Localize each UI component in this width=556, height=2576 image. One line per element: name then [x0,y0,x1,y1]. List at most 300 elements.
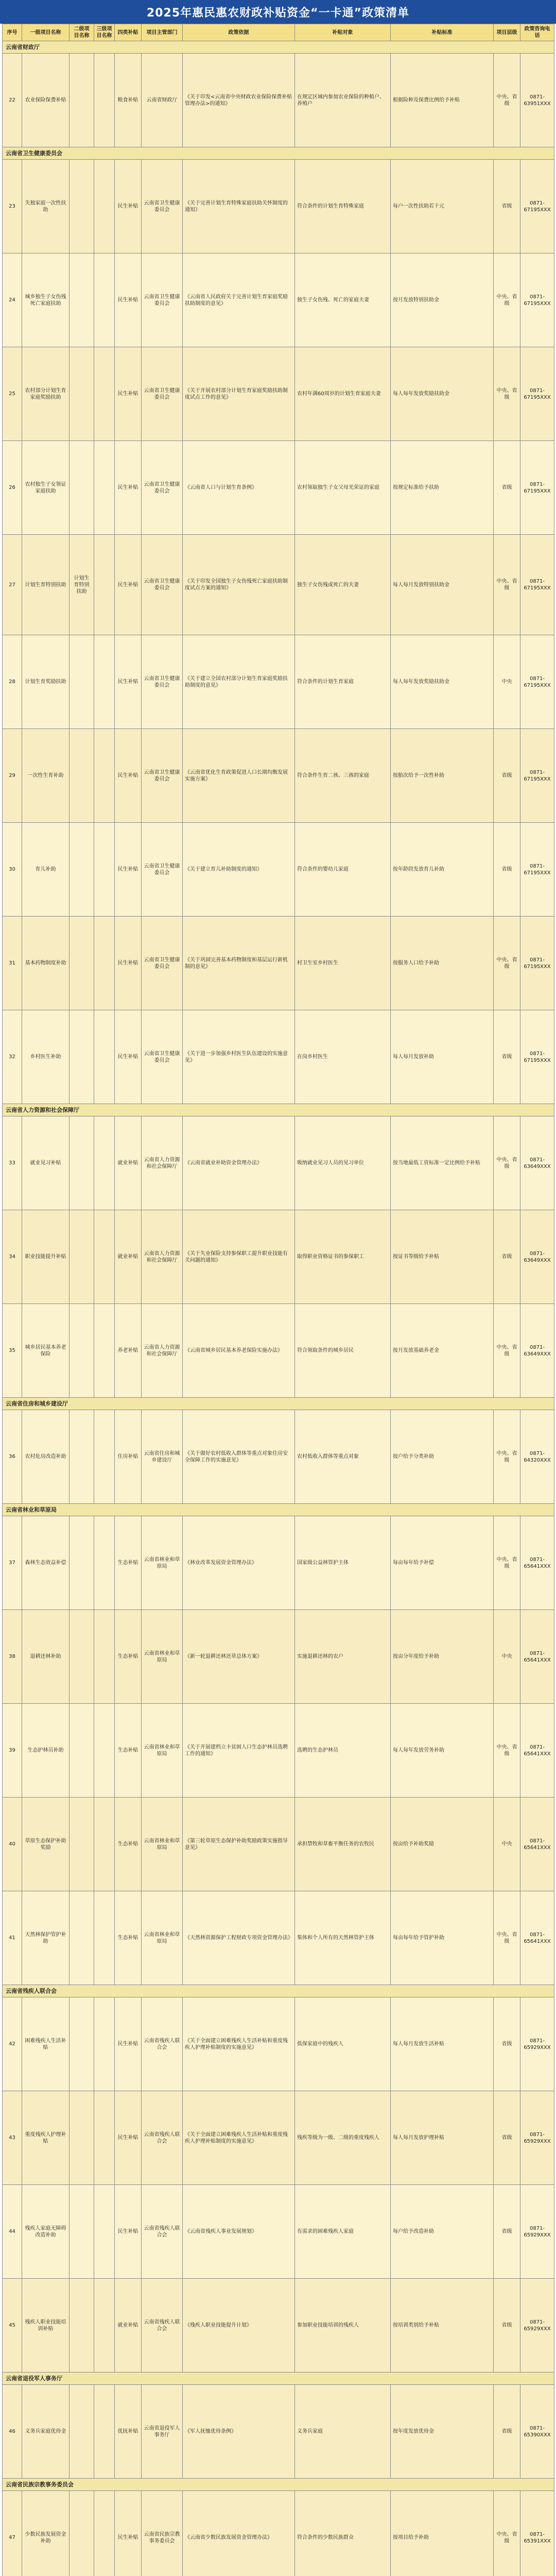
cell-first: 一次性生育补助 [22,729,70,823]
cell-level: 中央、省级 [494,2491,520,2576]
cell-level: 中央、省级 [494,535,520,635]
cell-category: 民生补贴 [115,347,142,441]
cell-basis: 《云南省城乡居民基本养老保险实施办法》 [183,1304,295,1398]
section-name: 云南省卫生健康委员会 [3,147,554,160]
cell-third [94,1116,115,1210]
cell-second [70,635,94,729]
cell-phone: 0871-65929XXX [520,2279,554,2372]
cell-standard: 按培训类别给予补贴 [391,2279,494,2372]
cell-dept: 云南省人力资源和社会保障厅 [142,1116,183,1210]
table-row [3,1798,554,1891]
header-no: 序号 [3,24,22,41]
cell-category: 住房补贴 [115,1410,142,1504]
table-row [3,2491,554,2576]
cell-basis: 《关于印发全国独生子女伤残死亡家庭扶助制度试点方案的通知》 [183,535,295,635]
cell-phone: 0871-67195XXX [520,441,554,535]
cell-standard: 每人每年发放奖励扶助金 [391,635,494,729]
cell-basis: 《残疾人职业技能提升计划》 [183,2279,295,2372]
cell-standard: 每亩每年给予管护补助 [391,1891,494,1985]
cell-subject: 村卫生室乡村医生 [295,917,391,1010]
cell-level: 中央、省级 [494,1704,520,1798]
table-row [3,1304,554,1398]
cell-second [70,1116,94,1210]
cell-subject: 独生子女伤残、死亡的家庭夫妻 [295,253,391,347]
table-row [3,1010,554,1104]
cell-phone: 0871-65641XXX [520,1516,554,1610]
cell-phone: 0871-67195XXX [520,635,554,729]
cell-category: 就业补贴 [115,1210,142,1304]
cell-standard: 按规定标准给予扶助 [391,441,494,535]
cell-standard: 按胎次给予一次性补助 [391,729,494,823]
cell-basis: 《关于全面建立困难残疾人生活补贴和重度残疾人护理补贴制度的实施意见》 [183,2091,295,2185]
cell-level: 中央、省级 [494,1304,520,1398]
cell-level: 省级 [494,2385,520,2479]
cell-level: 省级 [494,2185,520,2279]
cell-second [70,2491,94,2576]
section-name: 云南省林业和草原局 [3,1504,554,1516]
cell-standard: 每人每年发放奖励扶助金 [391,347,494,441]
table-row [3,1610,554,1704]
cell-second [70,54,94,147]
section-row [3,41,554,54]
cell-standard: 每户一次性扶助若干元 [391,160,494,253]
cell-standard: 按月发放特别扶助金 [391,253,494,347]
section-row [3,1398,554,1410]
cell-dept: 云南省卫生健康委员会 [142,160,183,253]
cell-dept: 云南省卫生健康委员会 [142,729,183,823]
cell-category: 就业补贴 [115,1116,142,1210]
cell-level: 中央、省级 [494,1516,520,1610]
cell-phone: 0871-65929XXX [520,2185,554,2279]
cell-standard: 按当地最低工资标准一定比例给予补贴 [391,1116,494,1210]
cell-subject: 符合条件生育二孩、三孩的家庭 [295,729,391,823]
section-name: 云南省民族宗教事务委员会 [3,2479,554,2491]
cell-level: 省级 [494,1210,520,1304]
cell-second [70,441,94,535]
cell-dept: 云南省人力资源和社会保障厅 [142,1304,183,1398]
cell-standard: 按年龄段发放育儿补助 [391,823,494,917]
cell-no: 47 [3,2491,22,2576]
cell-phone: 0871-67195XXX [520,729,554,823]
cell-third [94,2491,115,2576]
cell-no: 26 [3,441,22,535]
cell-level: 中央 [494,1610,520,1704]
cell-subject: 选聘的生态护林员 [295,1704,391,1798]
table-row [3,1116,554,1210]
cell-category: 就业补贴 [115,2279,142,2372]
cell-dept: 云南省人力资源和社会保障厅 [142,1210,183,1304]
cell-third [94,1798,115,1891]
cell-basis: 《云南省人口与计划生育条例》 [183,441,295,535]
cell-phone: 0871-65641XXX [520,1704,554,1798]
cell-standard: 根据险种及保费比例给予补贴 [391,54,494,147]
cell-standard: 按项目给予补助 [391,2491,494,2576]
table-row [3,1410,554,1504]
cell-third [94,1210,115,1304]
section-row [3,2372,554,2385]
cell-dept: 云南省财政厅 [142,54,183,147]
cell-no: 46 [3,2385,22,2479]
cell-standard: 按证书等级给予补贴 [391,1210,494,1304]
header-first: 一级项目名称 [22,24,70,41]
cell-subject: 农村年满60周岁的计划生育家庭夫妻 [295,347,391,441]
cell-standard: 每人每月发放补助 [391,1010,494,1104]
table-row [3,54,554,147]
cell-no: 22 [3,54,22,147]
cell-category: 优抚补贴 [115,2385,142,2479]
cell-dept: 云南省林业和草原局 [142,1891,183,1985]
cell-subject: 义务兵家庭 [295,2385,391,2479]
policy-table [2,24,554,2576]
cell-basis: 《天然林资源保护工程财政专项资金管理办法》 [183,1891,295,1985]
cell-basis: 《新一轮退耕还林还草总体方案》 [183,1610,295,1704]
cell-phone: 0871-67195XXX [520,253,554,347]
cell-basis: 《关于开展农村部分计划生育家庭奖励扶助制度试点工作的意见》 [183,347,295,441]
cell-no: 24 [3,253,22,347]
cell-third [94,1704,115,1798]
cell-phone: 0871-67195XXX [520,917,554,1010]
cell-phone: 0871-65641XXX [520,1798,554,1891]
cell-level: 中央、省级 [494,1410,520,1504]
cell-level: 省级 [494,2279,520,2372]
cell-third [94,535,115,635]
cell-subject: 参加职业技能培训的残疾人 [295,2279,391,2372]
cell-category: 民生补贴 [115,635,142,729]
table-row [3,160,554,253]
cell-no: 29 [3,729,22,823]
cell-first: 计划生育奖励扶助 [22,635,70,729]
cell-second: 计划生育特别扶助 [70,535,94,635]
header-dept: 项目主管部门 [142,24,183,41]
cell-basis: 《云南省人民政府关于完善计划生育家庭奖励扶助制度的意见》 [183,253,295,347]
cell-first: 育儿补助 [22,823,70,917]
cell-subject: 符合条件的计划生育特殊家庭 [295,160,391,253]
cell-first: 退耕还林补助 [22,1610,70,1704]
table-row [3,441,554,535]
cell-subject: 有需求的困难残疾人家庭 [295,2185,391,2279]
cell-subject: 国家级公益林管护主体 [295,1516,391,1610]
cell-third [94,1010,115,1104]
cell-first: 森林生态效益补偿 [22,1516,70,1610]
cell-phone: 0871-65391XXX [520,2491,554,2576]
cell-first: 职业技能提升补贴 [22,1210,70,1304]
cell-no: 30 [3,823,22,917]
cell-second [70,1704,94,1798]
cell-subject: 农村领取独生子女父母光荣证的家庭 [295,441,391,535]
cell-basis: 《关于完善计划生育特殊家庭扶助关怀制度的通知》 [183,160,295,253]
cell-no: 38 [3,1610,22,1704]
cell-third [94,441,115,535]
cell-third [94,347,115,441]
table-row [3,635,554,729]
cell-level: 省级 [494,823,520,917]
section-name: 云南省残疾人联合会 [3,1985,554,1997]
cell-phone: 0871-67195XXX [520,823,554,917]
cell-second [70,1610,94,1704]
cell-no: 41 [3,1891,22,1985]
cell-level: 省级 [494,729,520,823]
cell-subject: 符合条件的婴幼儿家庭 [295,823,391,917]
cell-third [94,54,115,147]
cell-first: 就业见习补贴 [22,1116,70,1210]
cell-standard: 按户给予分类补助 [391,1410,494,1504]
cell-dept: 云南省卫生健康委员会 [142,441,183,535]
section-row [3,1104,554,1116]
cell-category: 生态补贴 [115,1891,142,1985]
cell-basis: 《关于印发<云南省中央财政农业保险保费补贴管理办法>的通知》 [183,54,295,147]
header-basis: 政策依据 [183,24,295,41]
cell-third [94,1304,115,1398]
header-third: 三级项目名称 [94,24,115,41]
cell-no: 32 [3,1010,22,1104]
cell-basis: 《关于开展建档立卡贫困人口生态护林员选聘工作的通知》 [183,1704,295,1798]
table-row [3,729,554,823]
cell-first: 失独家庭一次性扶助 [22,160,70,253]
cell-phone: 0871-65929XXX [520,1997,554,2091]
cell-first: 残疾人职业技能培训补贴 [22,2279,70,2372]
cell-no: 45 [3,2279,22,2372]
cell-subject: 符合条件的计划生育家庭 [295,635,391,729]
cell-category: 养老补贴 [115,1304,142,1398]
cell-no: 31 [3,917,22,1010]
cell-category: 生态补贴 [115,1516,142,1610]
cell-dept: 云南省卫生健康委员会 [142,635,183,729]
cell-second [70,2279,94,2372]
table-row [3,1997,554,2091]
cell-category: 民生补贴 [115,729,142,823]
cell-subject: 集体和个人所有的天然林管护主体 [295,1891,391,1985]
cell-second [70,160,94,253]
cell-third [94,1891,115,1985]
cell-category: 生态补贴 [115,1704,142,1798]
cell-basis: 《关于建立育儿补助制度的通知》 [183,823,295,917]
cell-level: 中央、省级 [494,1891,520,1985]
cell-first: 重度残疾人护理补贴 [22,2091,70,2185]
cell-subject: 符合领取条件的城乡居民 [295,1304,391,1398]
cell-subject: 低保家庭中的残疾人 [295,1997,391,2091]
cell-basis: 《关于建立全国农村部分计划生育家庭奖励扶助制度的意见》 [183,635,295,729]
cell-second [70,253,94,347]
table-body [3,41,554,2576]
cell-category: 民生补贴 [115,2491,142,2576]
header-level: 项目层级 [494,24,520,41]
section-row [3,1504,554,1516]
cell-third [94,729,115,823]
cell-no: 35 [3,1304,22,1398]
cell-second [70,1304,94,1398]
cell-basis: 《云南省优化生育政策促进人口长期均衡发展实施方案》 [183,729,295,823]
cell-basis: 《关于进一步加强乡村医生队伍建设的实施意见》 [183,1010,295,1104]
cell-no: 37 [3,1516,22,1610]
cell-no: 34 [3,1210,22,1304]
cell-third [94,917,115,1010]
cell-basis: 《云南省残疾人事业发展规划》 [183,2185,295,2279]
cell-phone: 0871-65641XXX [520,1891,554,1985]
table-row [3,347,554,441]
table-header [3,24,554,41]
cell-category: 民生补贴 [115,160,142,253]
cell-first: 困难残疾人生活补贴 [22,1997,70,2091]
table-row [3,2385,554,2479]
cell-third [94,2185,115,2279]
cell-dept: 云南省民族宗教事务委员会 [142,2491,183,2576]
cell-category: 生态补贴 [115,1798,142,1891]
header-subject: 补贴对象 [295,24,391,41]
cell-second [70,1410,94,1504]
cell-basis: 《云南省少数民族发展资金管理办法》 [183,2491,295,2576]
cell-category: 民生补贴 [115,2185,142,2279]
cell-no: 36 [3,1410,22,1504]
table-row [3,1210,554,1304]
cell-no: 28 [3,635,22,729]
cell-subject: 承担禁牧和草畜平衡任务的农牧民 [295,1798,391,1891]
cell-level: 中央、省级 [494,1116,520,1210]
cell-phone: 0871-67195XXX [520,160,554,253]
cell-first: 基本药物制度补助 [22,917,70,1010]
cell-basis: 《第三轮草原生态保护补助奖励政策实施指导意见》 [183,1798,295,1891]
cell-dept: 云南省林业和草原局 [142,1516,183,1610]
table-row [3,1516,554,1610]
cell-no: 40 [3,1798,22,1891]
table-row [3,1704,554,1798]
cell-subject: 在岗乡村医生 [295,1010,391,1104]
cell-subject: 农村低收入群体等重点对象 [295,1410,391,1504]
cell-no: 23 [3,160,22,253]
cell-dept: 云南省卫生健康委员会 [142,1010,183,1104]
table-row [3,2279,554,2372]
cell-phone: 0871-65390XXX [520,2385,554,2479]
cell-category: 民生补贴 [115,917,142,1010]
cell-standard: 每亩每年给予补偿 [391,1516,494,1610]
cell-standard: 每人每月发放护理补贴 [391,2091,494,2185]
cell-no: 25 [3,347,22,441]
cell-phone: 0871-63649XXX [520,1304,554,1398]
cell-basis: 《关于巩固完善基本药物制度和基层运行新机制的意见》 [183,917,295,1010]
cell-standard: 按月发放基础养老金 [391,1304,494,1398]
cell-category: 生态补贴 [115,1610,142,1704]
cell-level: 省级 [494,441,520,535]
cell-second [70,347,94,441]
cell-level: 省级 [494,1997,520,2091]
cell-first: 生态护林员补助 [22,1704,70,1798]
section-row [3,1985,554,1997]
cell-third [94,1516,115,1610]
cell-phone: 0871-63951XXX [520,54,554,147]
header-standard: 补贴标准 [391,24,494,41]
cell-dept: 云南省卫生健康委员会 [142,253,183,347]
cell-dept: 云南省卫生健康委员会 [142,917,183,1010]
cell-standard: 按亩给予补助奖励 [391,1798,494,1891]
cell-subject: 独生子女伤残或死亡的夫妻 [295,535,391,635]
cell-level: 中央、省级 [494,917,520,1010]
cell-standard: 按服务人口给予补助 [391,917,494,1010]
cell-dept: 云南省林业和草原局 [142,1704,183,1798]
cell-second [70,1891,94,1985]
cell-category: 民生补贴 [115,535,142,635]
table-row [3,823,554,917]
cell-level: 中央、省级 [494,347,520,441]
cell-phone: 0871-63649XXX [520,1210,554,1304]
cell-category: 民生补贴 [115,1010,142,1104]
cell-subject: 吸纳就业见习人员的见习单位 [295,1116,391,1210]
cell-phone: 0871-64320XXX [520,1410,554,1504]
cell-dept: 云南省住房和城乡建设厅 [142,1410,183,1504]
cell-third [94,1997,115,2091]
cell-subject: 在规定区域内参加农业保险的种植户、养殖户 [295,54,391,147]
cell-first: 农村部分计划生育家庭奖励扶助 [22,347,70,441]
cell-basis: 《云南省就业补助资金管理办法》 [183,1116,295,1210]
cell-phone: 0871-63649XXX [520,1116,554,1210]
cell-level: 省级 [494,1010,520,1104]
cell-no: 42 [3,1997,22,2091]
page-title: 2025年惠民惠农财政补贴资金“一卡通”政策清单 [0,0,556,24]
cell-third [94,2279,115,2372]
cell-third [94,635,115,729]
cell-category: 民生补贴 [115,441,142,535]
cell-first: 城乡独生子女伤残死亡家庭扶助 [22,253,70,347]
cell-second [70,823,94,917]
cell-second [70,917,94,1010]
cell-subject: 符合条件的少数民族群众 [295,2491,391,2576]
cell-dept: 云南省残疾人联合会 [142,2091,183,2185]
cell-basis: 《关于做好农村低收入群体等重点对象住房安全保障工作的实施意见》 [183,1410,295,1504]
section-name: 云南省财政厅 [3,41,554,54]
cell-standard: 每人每月发放生活补贴 [391,1997,494,2091]
cell-first: 农业保险保费补贴 [22,54,70,147]
cell-second [70,2091,94,2185]
cell-level: 省级 [494,2091,520,2185]
cell-level: 中央 [494,1798,520,1891]
cell-dept: 云南省林业和草原局 [142,1798,183,1891]
cell-second [70,729,94,823]
cell-third [94,1610,115,1704]
cell-basis: 《林业改革发展资金管理办法》 [183,1516,295,1610]
header-phone: 政策咨询电话 [520,24,554,41]
header-second: 二级项目名称 [70,24,94,41]
header-category: 四类补贴 [115,24,142,41]
cell-first: 义务兵家庭优待金 [22,2385,70,2479]
cell-second [70,1010,94,1104]
cell-third [94,823,115,917]
cell-third [94,160,115,253]
cell-level: 中央、省级 [494,54,520,147]
cell-phone: 0871-67195XXX [520,535,554,635]
section-row [3,2479,554,2491]
cell-phone: 0871-67195XXX [520,1010,554,1104]
cell-phone: 0871-67195XXX [520,347,554,441]
table-row [3,2091,554,2185]
section-row [3,147,554,160]
cell-second [70,1798,94,1891]
table-row [3,1891,554,1985]
cell-phone: 0871-65929XXX [520,2091,554,2185]
section-name: 云南省人力资源和社会保障厅 [3,1104,554,1116]
cell-no: 27 [3,535,22,635]
cell-dept: 云南省卫生健康委员会 [142,347,183,441]
cell-dept: 云南省残疾人联合会 [142,1997,183,2091]
cell-level: 中央 [494,635,520,729]
cell-first: 计划生育特别扶助 [22,535,70,635]
table-row [3,253,554,347]
cell-first: 农村危房改造补助 [22,1410,70,1504]
section-name: 云南省退役军人事务厅 [3,2372,554,2385]
cell-second [70,2385,94,2479]
cell-standard: 每户给予改造补助 [391,2185,494,2279]
table-row [3,535,554,635]
cell-first: 草原生态保护补助奖励 [22,1798,70,1891]
section-name: 云南省住房和城乡建设厅 [3,1398,554,1410]
cell-no: 39 [3,1704,22,1798]
